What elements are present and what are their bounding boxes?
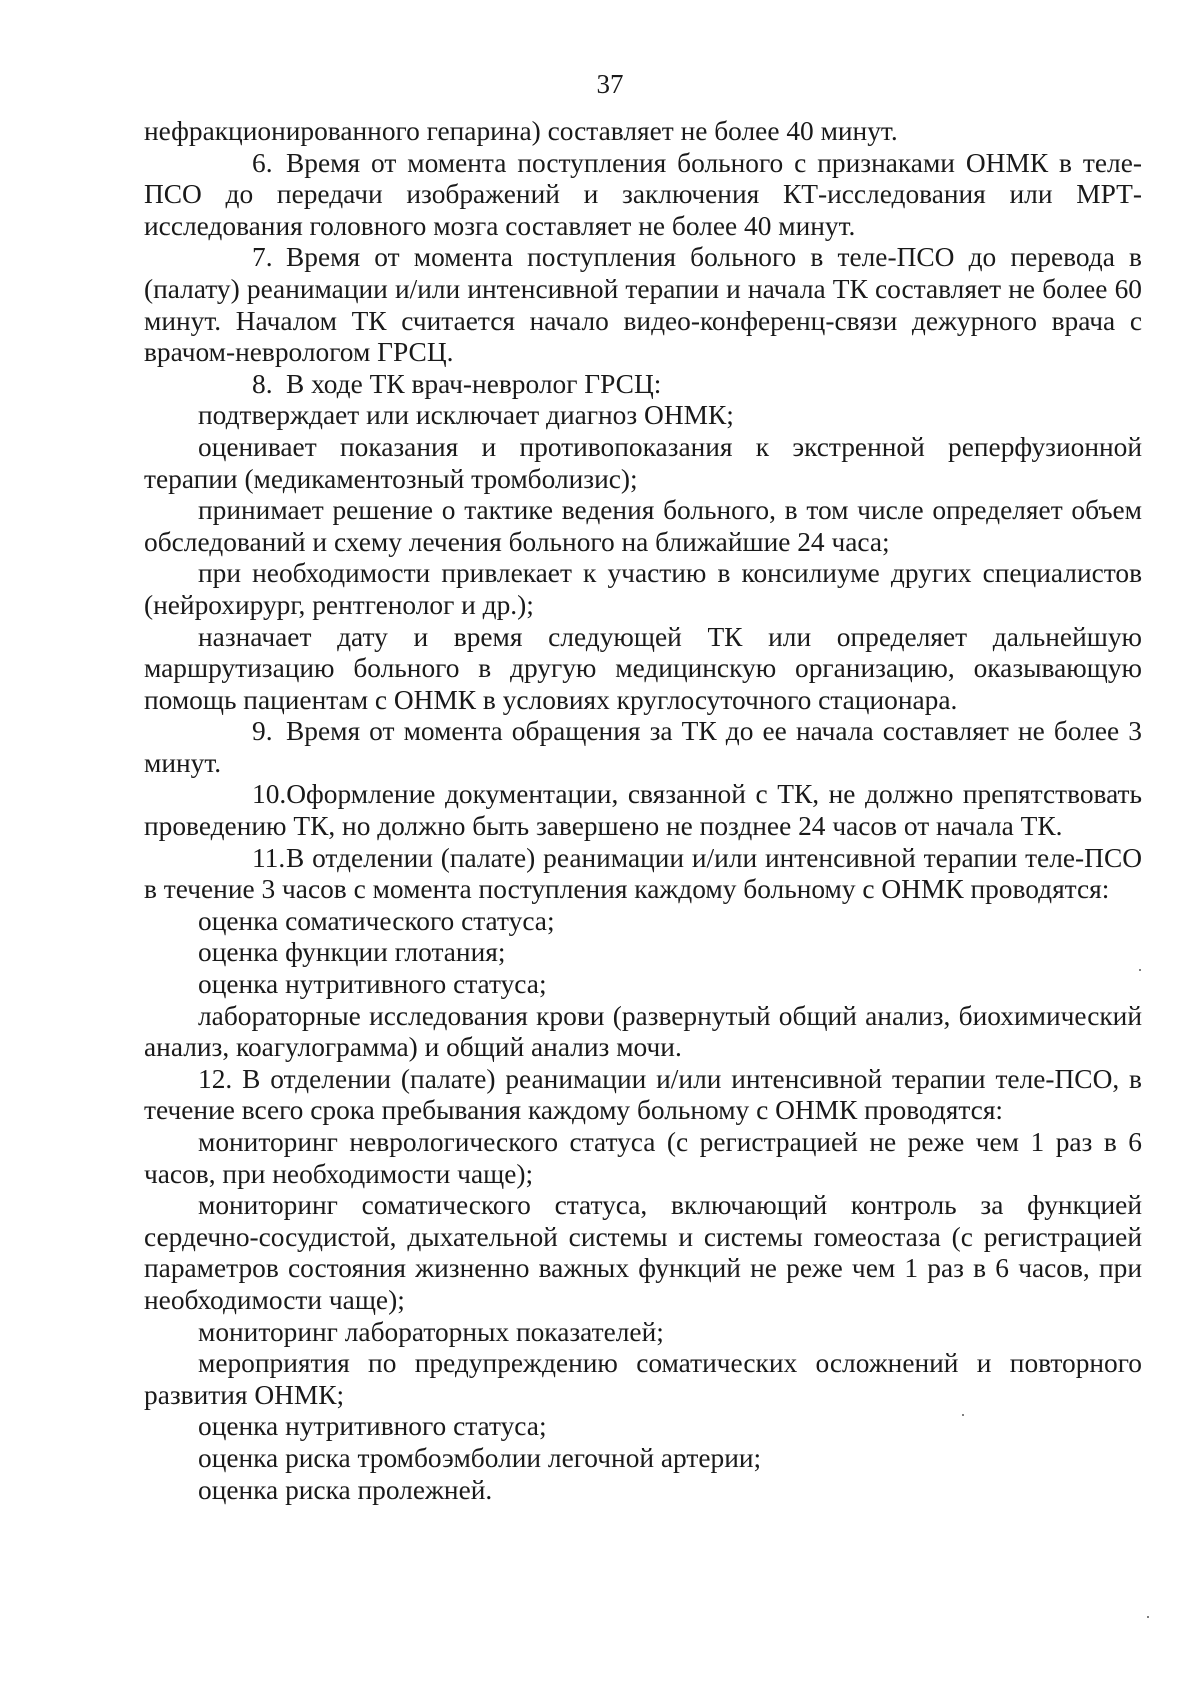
paragraph-text: оценка риска тромбоэмболии легочной артерии;: [198, 1442, 762, 1473]
paragraph: [144, 558, 1142, 621]
paragraph: [144, 906, 1142, 938]
paragraph: [144, 116, 1142, 148]
paragraph: [144, 1443, 1142, 1475]
paragraph: [144, 779, 1142, 842]
paragraph-text: оценка нутритивного статуса;: [198, 969, 547, 1000]
paragraph-text: мониторинг соматического статуса, включающий контроль за функцией сердечно-сосудистой, дыхательной системы и системы гомеостаза (с регистрацией параметров состояния жизненно важных функций не реже чем 1 раз в 6 часов, при необходимости чаще);: [144, 1190, 1142, 1315]
paragraph: [144, 1190, 1142, 1316]
scan-speck: [1139, 969, 1141, 971]
paragraph: [144, 1317, 1142, 1349]
paragraph: [144, 1064, 1142, 1127]
paragraph: [144, 495, 1142, 558]
paragraph-text: Время от момента поступления больного в теле-ПСО до перевода в (палату) реанимации и/или интенсивной терапии и начала ТК составляет не более 60 минут. Началом ТК считается начало видео-конференц-связи дежурного врача с врачом-неврологом ГРСЦ.: [144, 242, 1142, 368]
paragraph: [144, 843, 1142, 906]
scan-speck: [962, 1414, 964, 1416]
paragraph-text: оценка соматического статуса;: [198, 905, 555, 936]
paragraph-text: оценка нутритивного статуса;: [198, 1411, 547, 1442]
paragraph-text: оценивает показания и противопоказания к экстренной реперфузионной терапии (медикаментозный тромболизис);: [144, 431, 1142, 494]
paragraph: [144, 716, 1142, 779]
paragraph: [144, 242, 1142, 368]
paragraph-text: В отделении (палате) реанимации и/или интенсивной терапии теле-ПСО в течение 3 часов с момента поступления каждому больному с ОНМК проводятся:: [144, 842, 1142, 905]
paragraph-text: мониторинг неврологического статуса (с регистрацией не реже чем 1 раз в 6 часов, при необходимости чаще);: [144, 1127, 1142, 1189]
item-number: 11.: [252, 842, 286, 873]
paragraph-text: назначает дату и время следующей ТК или определяет дальнейшую маршрутизацию больного в другую медицинскую организацию, оказывающую помощь пациентам с ОНМК в условиях круглосуточного стационара.: [144, 621, 1142, 715]
paragraph: [144, 1348, 1142, 1411]
paragraph-text: оценка риска пролежней.: [198, 1474, 493, 1505]
paragraph: [144, 937, 1142, 969]
paragraph-text: Оформление документации, связанной с ТК, не должно препятствовать проведению ТК, но должно быть завершено не позднее 24 часов от начала ТК.: [144, 779, 1142, 842]
paragraph-text: лабораторные исследования крови (развернутый общий анализ, биохимический анализ, коагулограмма) и общий анализ мочи.: [144, 1000, 1142, 1063]
paragraph: [144, 1127, 1142, 1190]
paragraph-text: Время от момента обращения за ТК до ее начала составляет не более 3 минут.: [144, 716, 1142, 778]
item-number: 6.: [252, 147, 273, 178]
page-number: 37: [596, 69, 624, 99]
paragraph-text: принимает решение о тактике ведения больного, в том числе определяет объем обследований и схему лечения больного на ближайшие 24 часа;: [144, 495, 1142, 557]
paragraph-text: мониторинг лабораторных показателей;: [198, 1316, 664, 1347]
paragraph-text: мероприятия по предупреждению соматических осложнений и повторного развития ОНМК;: [144, 1348, 1142, 1410]
item-number: 7.: [252, 242, 273, 273]
item-number: 8.: [252, 368, 273, 399]
paragraph-text: подтверждает или исключает диагноз ОНМК;: [198, 400, 734, 431]
paragraph-text: 12. В отделении (палате) реанимации и/или интенсивной терапии теле-ПСО, в течение всего срока пребывания каждому больному с ОНМК проводятся:: [144, 1063, 1142, 1126]
paragraph-text: В ходе ТК врач-невролог ГРСЦ:: [286, 368, 662, 399]
paragraph: [144, 622, 1142, 717]
paragraph: [144, 148, 1142, 243]
paragraph: [144, 1001, 1142, 1064]
scan-speck: [1147, 1616, 1149, 1618]
paragraph-text: оценка функции глотания;: [198, 937, 506, 968]
paragraph: [144, 432, 1142, 495]
paragraph: [144, 369, 1142, 401]
item-number: 9.: [252, 716, 273, 747]
paragraph: [144, 969, 1142, 1001]
paragraph-text: при необходимости привлекает к участию в консилиуме других специалистов (нейрохирург, рентгенолог и др.);: [144, 558, 1142, 620]
paragraph: [144, 1411, 1142, 1443]
item-number: 10.: [252, 779, 287, 810]
document-body: [144, 116, 1142, 1506]
paragraph-text: нефракционированного гепарина) составляет не более 40 минут.: [144, 116, 898, 146]
paragraph: [144, 1475, 1142, 1507]
paragraph: [144, 400, 1142, 432]
paragraph-text: Время от момента поступления больного с признаками ОНМК в теле-ПСО до передачи изображений и заключения КТ-исследования или МРТ-исследования головного мозга составляет не более 40 минут.: [144, 147, 1142, 241]
